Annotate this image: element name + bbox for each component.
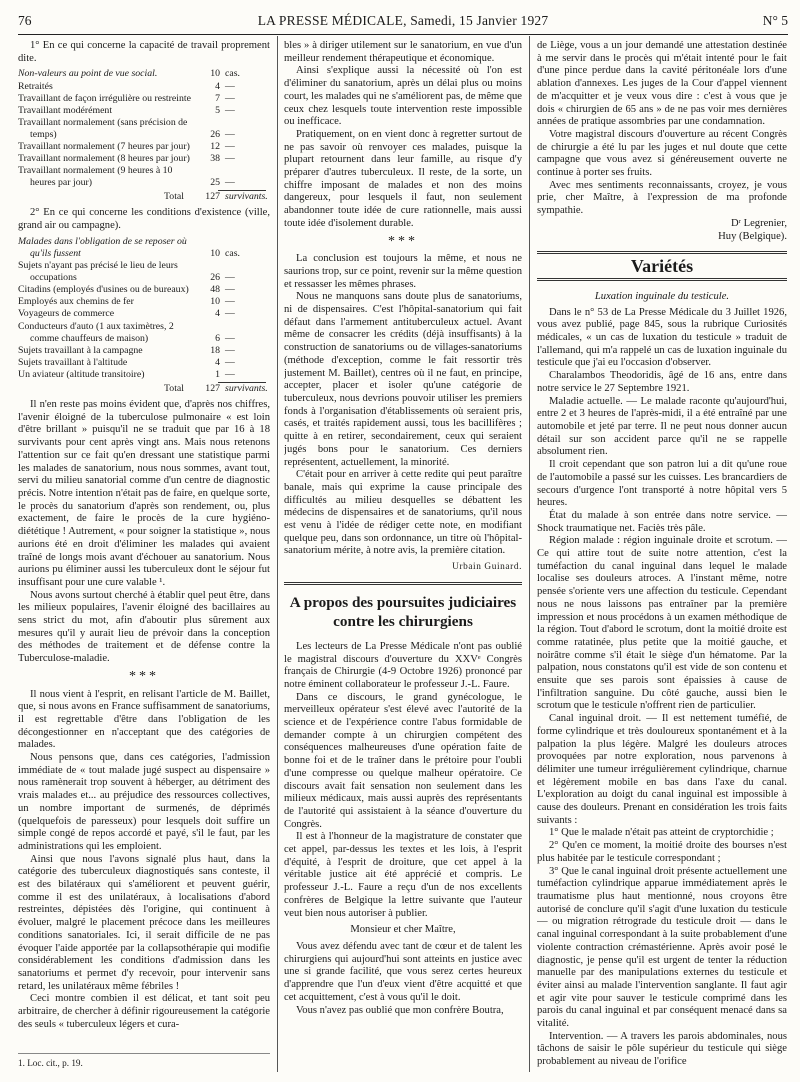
table-row-unit: —: [225, 153, 235, 165]
table-row-label: Un aviateur (altitude transitoire): [18, 368, 145, 380]
table-row-unit: —: [225, 296, 235, 308]
section-divider: [537, 251, 787, 254]
table-row-label: Voyageurs de commerce: [18, 308, 115, 320]
table-row-label: Travaillant normalement (sans précision de temps): [18, 116, 188, 140]
total-label: Total: [164, 382, 184, 394]
table-row-label: Employés aux chemins de fer: [18, 296, 134, 308]
section-title: Variétés: [537, 260, 787, 281]
table-row-label: Citadins (employés d'usines ou de bureaux): [18, 284, 189, 296]
paragraph: Pratiquement, on en vient donc à regretter surtout de ne pas savoir où renvoyer ces malades, puisque la plupart retournent dans leur famille, au risque d'y préparer d'autres tuberculeux. Il reste, de la sorte, un chiffre imposant de malades et non des moins dangereux, pour lesquels il faut, non seulement abandonner toute idée de cure rationnelle, mais aussi toute idée d'isolement durable.: [284, 128, 522, 229]
article-subtitle: Luxation inguinale du testicule.: [594, 290, 730, 302]
page-header: [18, 13, 788, 35]
paragraph: La conclusion est toujours la même, et nous ne saurions trop, sur ce point, revenir sur la même question et ressasser les mêmes phrases.: [284, 253, 522, 290]
paragraph: 2° En ce qui concerne les conditions d'existence (ville, grand air ou campagne).: [18, 207, 270, 232]
paragraph: Votre magistral discours d'ouverture au récent Congrès de chirurgie a été lu par les juges et nul doute que cette campagne que vous avez si généreusement ouverte ne continue à porter ses fruits.: [537, 128, 787, 179]
statistics-table-living-conditions: [18, 236, 266, 395]
statistics-table-work-capacity: [18, 68, 266, 203]
paragraph: 1° En ce qui concerne la capacité de travail proprement dite.: [18, 40, 270, 64]
table-row-value: 1: [215, 368, 220, 380]
table-total-row: [18, 191, 266, 203]
table-row-label: Sujets n'ayant pas précisé le lieu de leurs occupations: [18, 260, 178, 284]
table-row: [18, 296, 266, 308]
table-row-unit: —: [225, 177, 235, 189]
table-row-value: 6: [215, 332, 220, 344]
journal-title: LA PRESSE MÉDICALE, Samedi, 15 Janvier 1927: [257, 13, 549, 28]
total-label: Total: [164, 191, 184, 203]
article-title: A propos des poursuites judiciaires contre les chirurgiens: [289, 593, 517, 630]
table-row-unit: —: [225, 92, 235, 104]
issue-number: N° 5: [762, 13, 788, 28]
table-row-label: Travaillant normalement (8 heures par jour): [18, 153, 190, 165]
table-row-unit: —: [225, 140, 235, 152]
paragraph: Il est à l'honneur de la magistrature de constater que cet appel, par-dessus les textes et les lois, à l'esprit d'équité, à l'esprit de droiture, que cet appel à la véritable justice ait été apprécié et compris. Le professeur J.-L. Faure a reçu d'un de nos excellents confrères de Belgique la lettre suivante que l'auteur veut bien nous autoriser à publier.: [284, 831, 522, 919]
table-row: [18, 165, 266, 189]
table-row-value: 26: [210, 272, 220, 284]
table-row-value: 38: [210, 153, 220, 165]
paragraph: Ainsi que nous l'avons signalé plus haut, dans la catégorie des tuberculeux diagnostiqués sans conteste, il est des bilatéraux qui s'améliorent et peuvent guérir, comme il est des unilatéraux, à localisations d'abord restreintes, dépistées dès l'origine, qui continuent à évoluer, malgré le placement précoce dans les meilleures conditions sanatoriales. Ici, il serait difficile de ne pas évoquer l'aide apportée par la collapsothérapie qui modifie considérablement les conditions d'admission dans les sanatoriums et permet d'y recevoir, pour intervenir sans retard, les unilatéraux même fébriles !: [18, 853, 270, 992]
table-row: [18, 236, 266, 260]
paragraph: C'était pour en arriver à cette redite qui peut paraître banale, mais qui exprime la cause principale des difficultés au milieu desquelles se débattent les médecins de dispensaires et de sanatoriums, qu'il nous est venu à l'idée de rédiger cette note, en modifiant quelque peu, dans son ordonnance, un titre où l'hôpital-sanatorium mérite, à notre avis, la première citation.: [284, 469, 522, 557]
paragraph: Vous avez défendu avec tant de cœur et de talent les chirurgiens qui aujourd'hui sont atteints en justice avec une si grande facilité, que vous serez certes heureux d'apprendre que l'un d'eux vient d'être acquitté et que cet acquittement, c'est à vous qu'il le doit.: [284, 941, 522, 1003]
table-row-unit: —: [225, 344, 235, 356]
paragraph: Nous ne manquons sans doute plus de sanatoriums, ni de dispensaires. C'est l'hôpital-sanatorium qui fait défaut dans l'armement antituberculeux actuel. Avant même de consacrer les crédits (déjà insuffisants) à la construction de sanatoriums ou de villages-sanatoriums (méthode d'exception, comme le fait ressortir très justement M. Baillet), centres où il ne faut, en principe, accepter, placer et isoler qu'une catégorie de tuberculeux, nous devrions pouvoir utiliser les premiers fonds à l'organisation d'établissements où seraient pris, casés, et traités rapidement aussi, tous les bacillifères ; quitte à en retirer, secondairement, ceux qui seraient jugés bons pour le sanatorium. Ces derniers représentent, actuellement, la minorité.: [284, 291, 522, 468]
total-value: 127: [205, 191, 220, 203]
paragraph: Région malade : région inguinale droite et scrotum. — Ce qui attire tout de suite notre attention, c'est la tuméfaction du canal inguinal dans lequel le malade localise ses douleurs atroces. A l'instant même, notre pensée s'oriente vers une affection du testicule. Cependant nous ne nous laissons pas entraîner par la première impression et nous procédons à un examen méthodique de la région. Tout d'abord le scrotum, dont la moitié droite est comme ratatinée, plus petite que la moitié gauche, et noirâtre comme s'il était le siège d'un hématome. Par la palpation, nous constatons qu'il est vide de son contenu et ensuite que ses parois sont épaissies à cause de l'infiltration sanguine. Du côté gauche, aussi bien le scrotum que le testicule n'offrent rien de particulier.: [537, 535, 787, 712]
table-row-label: Non-valeurs au point de vue social.: [18, 68, 158, 80]
paragraph: Il croit cependant que son patron lui a dit qu'une roue de l'automobile a passé sur les cuisses. Les brancardiers de secours d'urgence l'ont transporté à notre hôpital vers 5 heures.: [537, 459, 787, 509]
table-row-unit: —: [225, 308, 235, 320]
paragraph: 3° Que le canal inguinal droit présente actuellement une tuméfaction cylindrique apparue immédiatement après le traumatisme plus haut mentionné, nous croyons être autorisé de conclure qu'il s'agit d'une luxation du testicule — ou migration rétrograde du testicule droit — dans le canal inguinal correspondant à la suite probablement d'une violente contraction crémastérienne. Après avoir posé le diagnostic, je pense qu'il est urgent de tenter la réduction manuelle par des manipulations externes du testicule et éviter ainsi au malade l'intervention sanglante. Il faut agir et agir vite pour sauver le testicule comprimé dans les parois du canal inguinal et par conséquent menacé dans sa vitalité.: [537, 865, 787, 1030]
table-row-unit: —: [225, 80, 235, 92]
table-row-value: 48: [210, 284, 220, 296]
paragraph: État du malade à son entrée dans notre service. — Shock traumatique net. Faciès très pâle.: [537, 509, 787, 534]
paragraph: Dans le n° 53 de La Presse Médicale du 3 Juillet 1926, vous avez publié, page 845, sous la rubrique Curiosités médicales, « un cas de luxation du testicule » traduit de l'allemand, qui m'a rappelé un cas de luxation inguinale du testicule que j'ai eu l'occasion d'observer.: [537, 306, 787, 369]
paragraph: Il nous vient à l'esprit, en relisant l'article de M. Baillet, que, si nous avons en France suffisamment de sanatoriums, il est regrettable d'être dans l'obligation de les décongestionner en n'acceptant que des catégories de malades.: [18, 688, 270, 751]
paragraph: Ceci montre combien il est délicat, et tant soit peu arbitraire, de chercher à définir rigoureusement la catégorie des seuls « tuberculeux légers et cura-: [18, 993, 270, 1030]
table-row: [18, 260, 266, 284]
table-row-value: 5: [215, 104, 220, 116]
paragraph: bles » à diriger utilement sur le sanatorium, en vue d'un meilleur rendement thérapeutique et économique.: [284, 40, 522, 64]
table-row: [18, 117, 266, 141]
paragraph: 2° Qu'en ce moment, la moitié droite des bourses n'est plus habitée par le testicule correspondant ;: [537, 840, 787, 864]
table-row-label: Travaillant normalement (7 heures par jour): [18, 140, 190, 152]
paragraph: Ainsi s'explique aussi la nécessité où l'on est d'éliminer du sanatorium, après un délai plus ou moins court, les malades qui ne s'améliorent pas, de même que ceux chez lesquels toute intervention reste impossible ou inefficace.: [284, 65, 522, 128]
footnote: 1. Loc. cit., p. 19.: [18, 1053, 270, 1070]
table-row: [18, 141, 266, 153]
table-row-label: Travaillant de façon irrégulière ou restreinte: [18, 92, 191, 104]
column-rule-1: [277, 36, 278, 1072]
paragraph: Nous avons surtout cherché à établir quel peut être, dans les milieux populaires, l'avenir éloigné des bacillaires au sens strict du mot, afin d'aboutir plus sûrement aux mesures qu'il y aurait lieu de prévoir dans la conception des méthodes de traitement et de défense contre la Tuberculose-maladie.: [18, 589, 270, 665]
table-row-unit: —: [225, 104, 235, 116]
table-row-unit: cas.: [225, 68, 240, 80]
column-3: [537, 40, 787, 1070]
table-row-unit: —: [225, 272, 235, 284]
paragraph: Dans ce discours, le grand gynécologue, le merveilleux opérateur s'est élevé avec l'autorité de la science et de l'expérience contre l'abus formidable de demander compte à un chirurgien compétent des conséquences malheureuses d'une opération faite de bonne foi et de le traîner dans le prétoire pour l'oubli d'une compresse ou quelque malheur opératoire. Ce discours avait fait sensation non seulement dans les milieux médicaux, mais aussi auprès des représentants de l'autorité qui assistaient à la séance d'ouverture du Congrès.: [284, 691, 522, 830]
table-row: [18, 345, 266, 357]
table-row-value: 18: [210, 344, 220, 356]
table-row-unit: —: [225, 332, 235, 344]
column-1: [18, 40, 270, 1070]
total-unit: survivants.: [225, 191, 268, 203]
table-row-unit: —: [225, 368, 235, 380]
table-row: [18, 369, 266, 381]
paragraph: Intervention. — A travers les parois abdominales, nous tâchons de saisir le pôle supérieur du testicule qui siège probablement au niveau de l'orifice: [537, 1030, 787, 1068]
letter-signature: Dʳ Legrenier,: [731, 217, 787, 229]
section-divider: [284, 582, 522, 585]
paragraph: Avec mes sentiments reconnaissants, croyez, je vous prie, cher Maître, à l'expression de ma profonde sympathie.: [537, 179, 787, 217]
paragraph: Les lecteurs de La Presse Médicale n'ont pas oublié le magistral discours d'ouverture du XXVᵉ Congrès français de Chirurgie (4-9 Octobre 1926) prononcé par notre éminent collaborateur le professeur J.-L. Faure.: [284, 640, 522, 690]
table-row: [18, 68, 266, 80]
table-row-label: Malades dans l'obligation de se reposer où qu'ils fussent: [18, 235, 187, 259]
table-row-label: Retraités: [18, 80, 53, 92]
table-row: [18, 93, 266, 105]
column-rule-2: [529, 36, 530, 1072]
table-row: [18, 321, 266, 345]
page-number: 76: [18, 13, 32, 28]
table-row-value: 12: [210, 140, 220, 152]
table-row-value: 7: [215, 92, 220, 104]
total-value: 127: [205, 382, 220, 394]
paragraph: Il n'en reste pas moins évident que, d'après nos chiffres, l'avenir éloigné de la tuberculose pulmonaire « est loin d'être brillant » puisqu'il ne se traduit que par 16 à 18 survivants pour cent après vingt ans. Mais nous retenons l'attention sur ce fait qu'en dressant une statistique parmi les malades de sanatorium, nous nous sommes, avant tout, servi du milieu sanatorial comme d'un centre de diagnostic précis. Notre intention n'était pas de faire, en quelque sorte, le procès du sanatorium d'après son rendement, ou, plus exactement, de faire le procès de la cure hygiéno-diététique ! Autrement, « pour soigner la statistique », nous aurions été en droit d'éliminer les malades qui avaient traîné de longs mois avant d'échouer au sanatorium. Nous aurions pu éliminer aussi les tuberculeux dont le séjour fut insuffisant pour une cure valable ¹.: [18, 399, 270, 588]
paragraph: Maladie actuelle. — Le malade raconte qu'aujourd'hui, entre 2 et 3 heures de l'après-midi, il a été entraîné par une automobile et jeté par terre. Il ne peut nous donner aucun détail sur son accident parce qu'il ne se rappelle absolument rien.: [537, 395, 787, 458]
letter-salutation: Monsieur et cher Maître,: [350, 924, 456, 936]
table-row-label: Travaillant modérément: [18, 104, 113, 116]
table-row-value: 10: [210, 296, 220, 308]
table-row-label: Conducteurs d'auto (1 aux taximètres, 2 comme chauffeurs de maison): [18, 320, 174, 344]
table-row-label: Sujets travaillant à la campagne: [18, 344, 143, 356]
paragraph: Nous pensons que, dans ces catégories, l'admission immédiate de « tout malade jugé suspect au dispensaire » nous ramènerait trop souvent à héberger, au détriment des vrais malades et... au préjudice des ressources collectives, un nombre important de surmenés, de déprimés (quelquefois de paresseux) pour lesquels doit suffire un simple congé de repos accordé et payé, s'il le faut, par les administrations qui les emploient.: [18, 752, 270, 852]
table-row-value: 25: [210, 177, 220, 189]
paragraph: de Liège, vous a un jour demandé une attestation destinée à me servir dans le procès qui m'était intenté pour le fait d'une pince perdue dans la cavité péritonéale lors d'une ablation d'annexes. Les juges de la Cour d'appel viennent de m'acquitter et je veux vous dire : c'est à vous que je dois « chirurgien de 65 ans » de ne pas voir mes dernières années de pratique assombries par une condamnation.: [537, 40, 787, 128]
table-row: [18, 153, 266, 165]
section-separator: ***: [129, 668, 159, 684]
table-row-unit: —: [225, 128, 235, 140]
table-row-value: 4: [215, 356, 220, 368]
table-row-value: 10: [210, 68, 220, 80]
paragraph: 1° Que le malade n'était pas atteint de cryptorchidie ;: [549, 827, 774, 839]
table-total-row: [18, 383, 266, 395]
table-row-unit: —: [225, 356, 235, 368]
table-row: [18, 308, 266, 320]
author-signature: Urbain Guinard.: [452, 562, 522, 573]
table-row: [18, 81, 266, 93]
table-row-label: Travaillant normalement (9 heures à 10 heures par jour): [18, 165, 173, 189]
table-row-value: 26: [210, 128, 220, 140]
table-row-value: 4: [215, 80, 220, 92]
letter-location: Huy (Belgique).: [718, 230, 787, 242]
total-unit: survivants.: [225, 382, 268, 394]
table-row: [18, 357, 266, 369]
table-row: [18, 105, 266, 117]
table-row: [18, 284, 266, 296]
paragraph: Charalambos Theodoridis, âgé de 16 ans, entre dans notre service le 27 Septembre 1921.: [537, 370, 787, 394]
section-separator: ***: [388, 233, 418, 249]
column-2: [284, 40, 522, 1070]
paragraph: Canal inguinal droit. — Il est nettement tuméfié, de forme cylindrique et très douloureux spontanément et à la palpation la plus légère. Malgré les douleurs atroces provoquées par notre exploration, nous parvenons à délimiter une tumeur irrégulièrement cylindrique, charnue et légèrement mobile en bas dans l'axe du canal. L'exploration au doigt du canal inguinal est impossible à cause des douleurs. Prenant en considération les trois faits suivants :: [537, 713, 787, 826]
table-row-unit: —: [225, 284, 235, 296]
table-row-value: 10: [210, 247, 220, 259]
table-row-unit: cas.: [225, 247, 240, 259]
paragraph: Vous n'avez pas oublié que mon confrère Boutra,: [296, 1004, 504, 1016]
table-row-value: 4: [215, 308, 220, 320]
table-row-label: Sujets travaillant à l'altitude: [18, 356, 128, 368]
